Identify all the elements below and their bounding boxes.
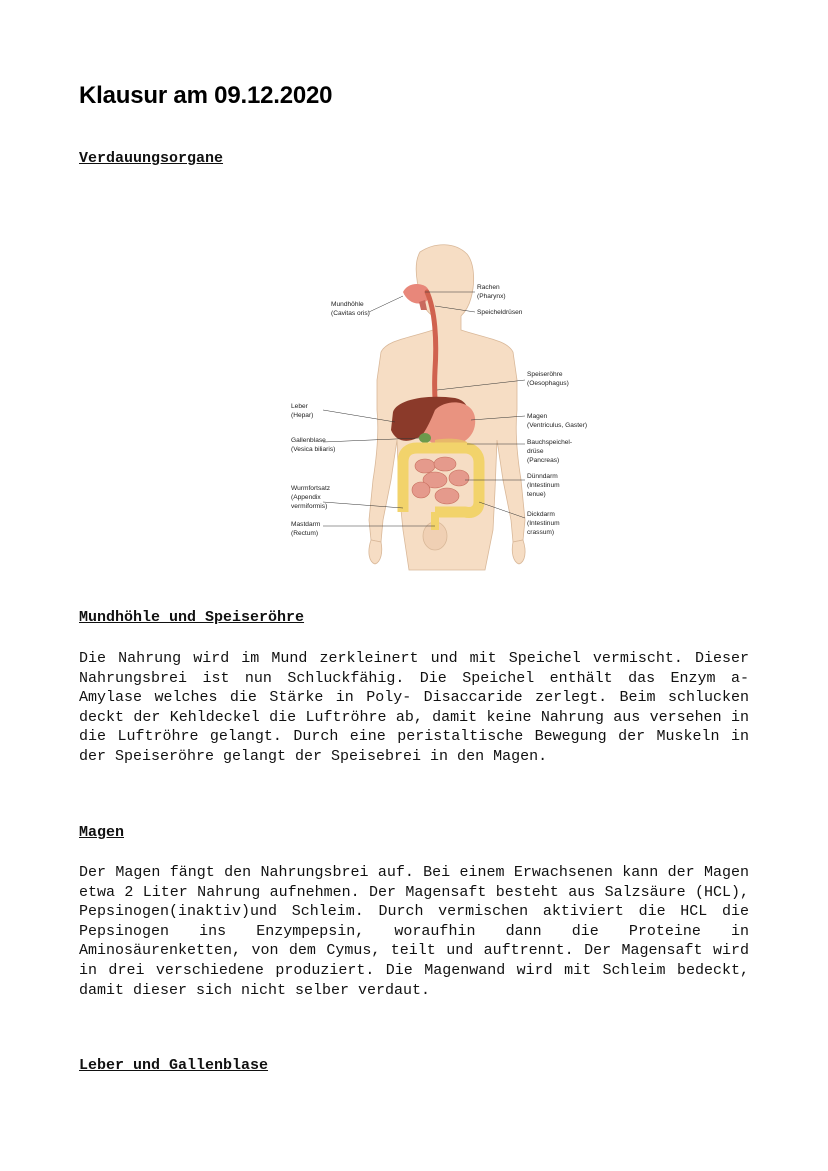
label-speiseroehre-lat: (Oesophagus) [527,380,569,387]
label-gallenblase: Gallenblase [291,437,326,444]
label-gallenblase-lat: (Vesica biliaris) [291,446,336,453]
label-leber: Leber [291,403,308,410]
section-heading-magen: Magen [79,824,125,841]
label-magen: Magen [527,413,548,420]
label-wurmfortsatz: Wurmfortsatz [291,485,331,492]
label-duenndarm: Dünndarm [527,473,558,480]
section-heading-mundhoehle: Mundhöhle und Speiseröhre [79,609,305,626]
label-wurmfortsatz-lat-1: (Appendix [291,494,321,501]
label-mundhoehle-lat: (Cavitas oris) [331,310,370,317]
label-speiseroehre: Speiseröhre [527,371,563,378]
label-bauchspeichel-lat: (Pancreas) [527,457,560,464]
label-mastdarm-lat: (Rectum) [291,530,319,537]
page-title: Klausur am 09.12.2020 [79,82,333,109]
label-rachen-lat: (Pharynx) [477,293,506,300]
gallbladder [419,433,431,443]
digestive-system-figure [285,240,605,575]
label-mastdarm: Mastdarm [291,521,321,528]
paragraph-mundhoehle: Die Nahrung wird im Mund zerkleinert und mit Speichel vermischt. Dieser Nahrungsbrei ist nun Schluckfähig. Die Speichel enthält das Enzym a-Amylase welches die Stärke in Poly- Disaccaride zerlegt. Beim schlucken deckt der Kehldeckel die Luftröhre ab, damit keine Nahrung aus versehen in die Luftröhre gelangt. Durch eine peristaltische Bewegung der Muskeln in der Speiseröhre gelangt der Speisebrei in den Magen. [79,650,749,765]
label-duenndarm-lat-1: (Intestinum [527,482,560,489]
paragraph-magen: Der Magen fängt den Nahrungsbrei auf. Bei einem Erwachsenen kann der Magen etwa 2 Liter Nahrung aufnehmen. Der Magensaft besteht aus Salzsäure (HCL), Pepsinogen(inaktiv)und Schleim. Durch vermischen aktiviert die HCL die Pepsinogen ins Enzympepsin, woraufhin dann die Proteine in Aminosäurenketten, von dem Cymus, teilt und auftrennt. Der Magensaft wird in drei verschiedene produziert. Die Magenwand wird mit Schleim bedeckt, damit dieser sich nicht selber verdaut. [79,864,749,999]
label-magen-lat: (Ventriculus, Gaster) [527,422,588,429]
label-dickdarm: Dickdarm [527,511,555,518]
section-heading-leber: Leber und Gallenblase [79,1057,269,1074]
label-rachen: Rachen [477,284,500,291]
label-bauchspeichel-2: drüse [527,448,544,455]
label-wurmfortsatz-lat-2: vermiformis) [291,503,328,510]
label-dickdarm-lat-2: crassum) [527,529,555,536]
section-heading-verdauungsorgane: Verdauungsorgane [79,150,224,167]
label-dickdarm-lat-1: (Intestinum [527,520,560,527]
label-bauchspeichel-1: Bauchspeichel- [527,439,573,446]
label-duenndarm-lat-2: tenue) [527,491,546,498]
label-leber-lat: (Hepar) [291,412,314,419]
label-mundhoehle: Mundhöhle [331,301,364,308]
label-speicheldruesen: Speicheldrüsen [477,309,523,316]
